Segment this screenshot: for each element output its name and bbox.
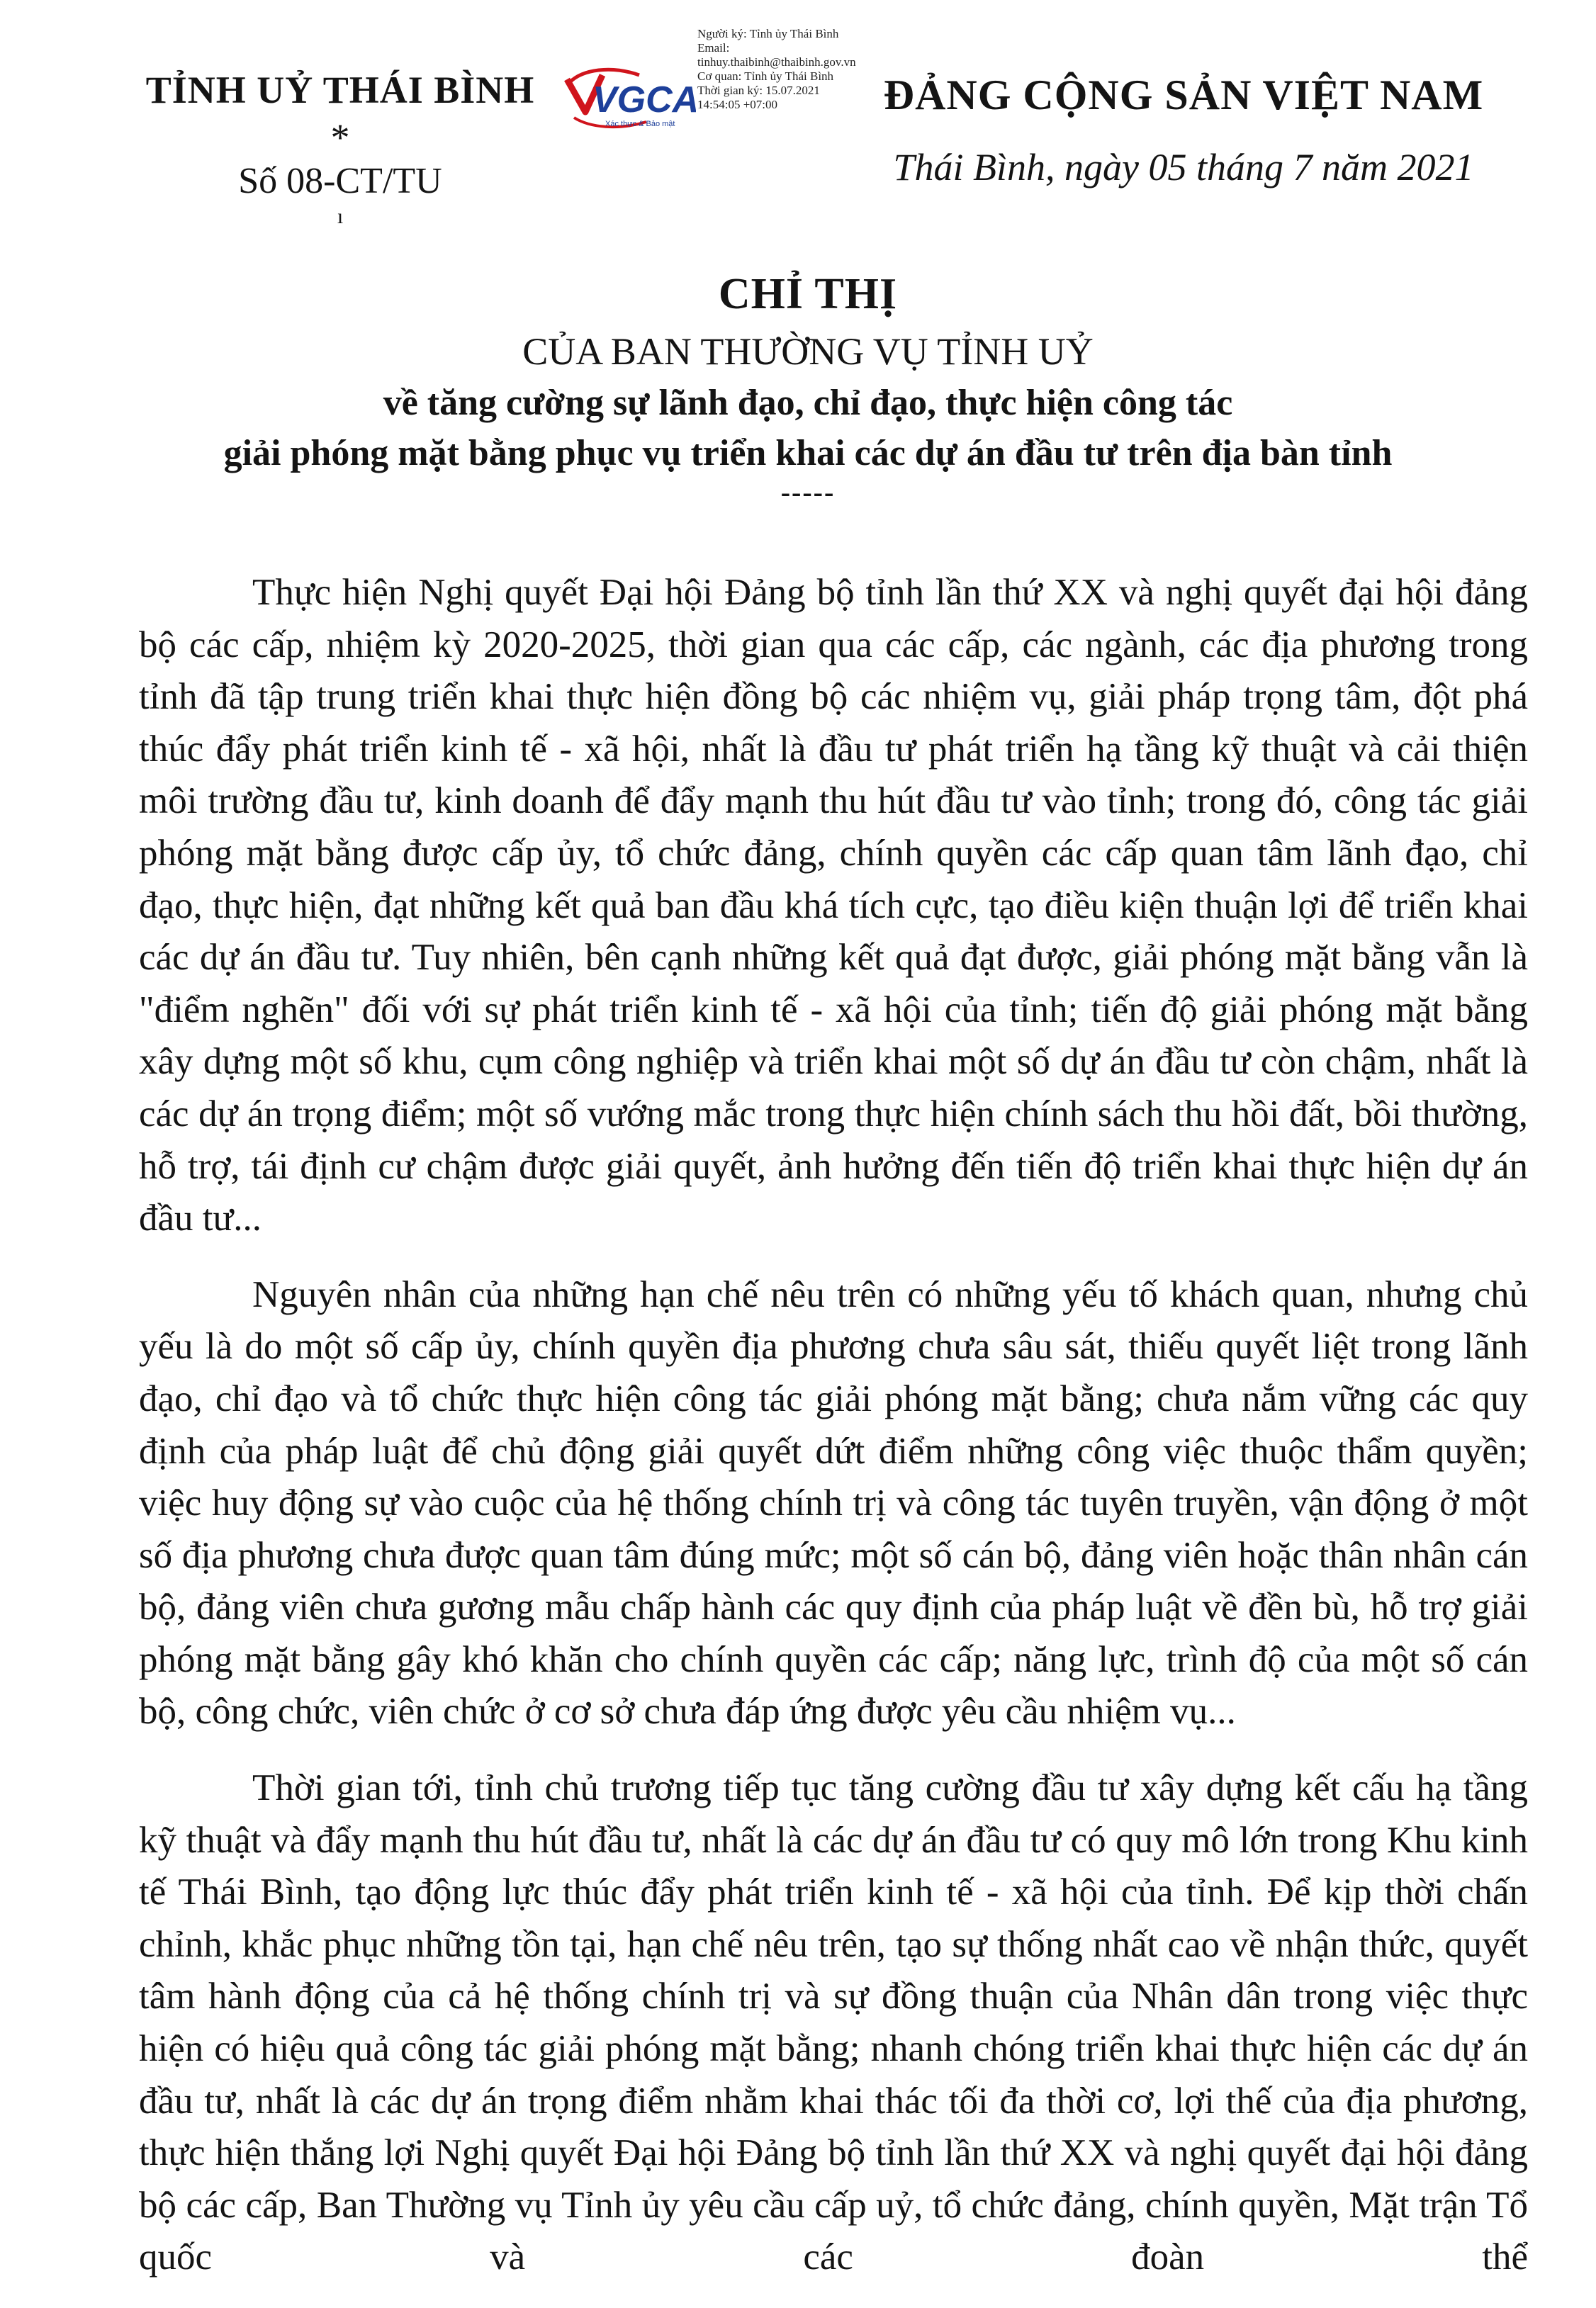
paragraph-3: Thời gian tới, tỉnh chủ trương tiếp tục tăng cường đầu tư xây dựng kết cấu hạ tầng kỹ thuật và đẩy mạnh thu hút đầu tư, nhất là các dự án đầu tư có quy mô lớn trong Khu kinh tế Thái Bình, tạo động lực thúc đẩy phát triển kinh tế - xã hội của tỉnh. Để kịp thời chấn chỉnh, khắc phục những tồn tại, hạn chế nêu trên, tạo sự thống nhất cao về nhận thức, quyết tâm hành động của cả hệ thống chính trị và sự đồng thuận của Nhân dân trong việc thực hiện có hiệu quả công tác giải phóng mặt bằng; nhanh chóng triển khai thực hiện các dự án đầu tư, nhất là các dự án trọng điểm nhằm khai thác tối đa thời cơ, lợi thế của địa phương, thực hiện thắng lợi Nghị quyết Đại hội Đảng bộ tỉnh lần thứ XX và nghị quyết đại hội đảng bộ các cấp, Ban Thường vụ Tỉnh ủy yêu cầu cấp uỷ, tổ chức đảng, chính quyền, Mặt trận Tổ quốc và các đoàn thể — [139, 1767, 1528, 2278]
document-title — [128, 269, 1488, 509]
party-name: ĐẢNG CỘNG SẢN VIỆT NAM — [883, 72, 1484, 118]
signing-time-label: Thời gian ký: 15.07.2021 — [697, 84, 820, 97]
issuer-name: TỈNH UỶ THÁI BÌNH — [145, 69, 535, 111]
issuer-star: * — [330, 116, 350, 159]
title-subject-line2: giải phóng mặt bằng phục vụ triển khai các dự án đầu tư trên địa bàn tỉnh — [223, 433, 1393, 473]
title-issuer: CỦA BAN THƯỜNG VỤ TỈNH UỶ — [522, 330, 1094, 373]
party-block — [865, 71, 1502, 189]
paragraph-1: Thực hiện Nghị quyết Đại hội Đảng bộ tỉnh lần thứ XX và nghị quyết đại hội đảng bộ các cấp, nhiệm kỳ 2020-2025, thời gian qua các cấp, các ngành, các địa phương trong tỉnh đã tập trung triển khai thực hiện đồng bộ các nhiệm vụ, giải pháp trọng tâm, đột phá thúc đẩy phát triển kinh tế - xã hội, nhất là đầu tư phát triển hạ tầng kỹ thuật và cải thiện môi trường đầu tư, kinh doanh để đẩy mạnh thu hút đầu tư vào tỉnh; trong đó, công tác giải phóng mặt bằng được cấp ủy, tổ chức đảng, chính quyền các cấp quan tâm lãnh đạo, chỉ đạo, thực hiện, đạt những kết quả ban đầu khá tích cực, tạo điều kiện thuận lợi để triển khai các dự án đầu tư. Tuy nhiên, bên cạnh những kết quả đạt được, giải phóng mặt bằng vẫn là "điểm nghẽn" đối với sự phát triển kinh tế - xã hội của tỉnh; tiến độ giải phóng mặt bằng xây dựng một số khu, cụm công nghiệp và triển khai một số dự án đầu tư còn chậm, nhất là các dự án trọng điểm; một số vướng mắc trong thực hiện chính sách thu hồi đất, bồi thường, hỗ trợ, tái định cư chậm được giải quyết, ảnh hưởng đến tiến độ triển khai thực hiện dự án đầu tư... — [139, 572, 1528, 1239]
email-label: Email: — [697, 41, 730, 55]
issuer-block — [120, 68, 560, 227]
title-subject-line1: về tăng cường sự lãnh đạo, chỉ đạo, thực hiện công tác — [383, 383, 1233, 423]
stray-mark: ı — [337, 205, 344, 228]
paragraph-2: Nguyên nhân của những hạn chế nêu trên có những yếu tố khách quan, nhưng chủ yếu là do một số cấp ủy, chính quyền địa phương chưa sâu sát, thiếu quyết liệt trong lãnh đạo, chỉ đạo và tổ chức thực hiện công tác giải phóng mặt bằng; chưa nắm vững các quy định của pháp luật để chủ động giải quyết dứt điểm những công việc thuộc thẩm quyền; việc huy động sự vào cuộc của hệ thống chính trị và công tác tuyên truyền, vận động ở một số địa phương chưa được quan tâm đúng mức; một số cán bộ, đảng viên hoặc thân nhân cán bộ, đảng viên chưa gương mẫu chấp hành các quy định của pháp luật về đền bù, hỗ trợ giải phóng mặt bằng gây khó khăn cho chính quyền các cấp; năng lực, trình độ của một số cán bộ, công chức, viên chức ở cơ sở chưa đáp ứng được yêu cầu nhiệm vụ... — [139, 1273, 1528, 1733]
document-body — [139, 567, 1528, 2308]
signer: Người ký: Tỉnh ủy Thái Bình — [697, 27, 839, 40]
digital-signature-info — [697, 27, 860, 112]
signing-time: 14:54:05 +07:00 — [697, 98, 778, 111]
agency: Cơ quan: Tỉnh ủy Thái Bình — [697, 69, 834, 83]
vgca-logo — [561, 62, 696, 140]
logo-tagline: Xác thực & Bảo mật — [605, 120, 675, 128]
title-separator: ----- — [780, 476, 836, 508]
document-number: Số 08-CT/TU — [238, 161, 442, 201]
date-line: Thái Bình, ngày 05 tháng 7 năm 2021 — [893, 146, 1474, 188]
logo-text: VGCA — [592, 79, 696, 120]
email: tinhuy.thaibinh@thaibinh.gov.vn — [697, 55, 856, 69]
title-type: CHỈ THỊ — [718, 270, 898, 318]
vgca-logo-icon — [561, 62, 696, 140]
